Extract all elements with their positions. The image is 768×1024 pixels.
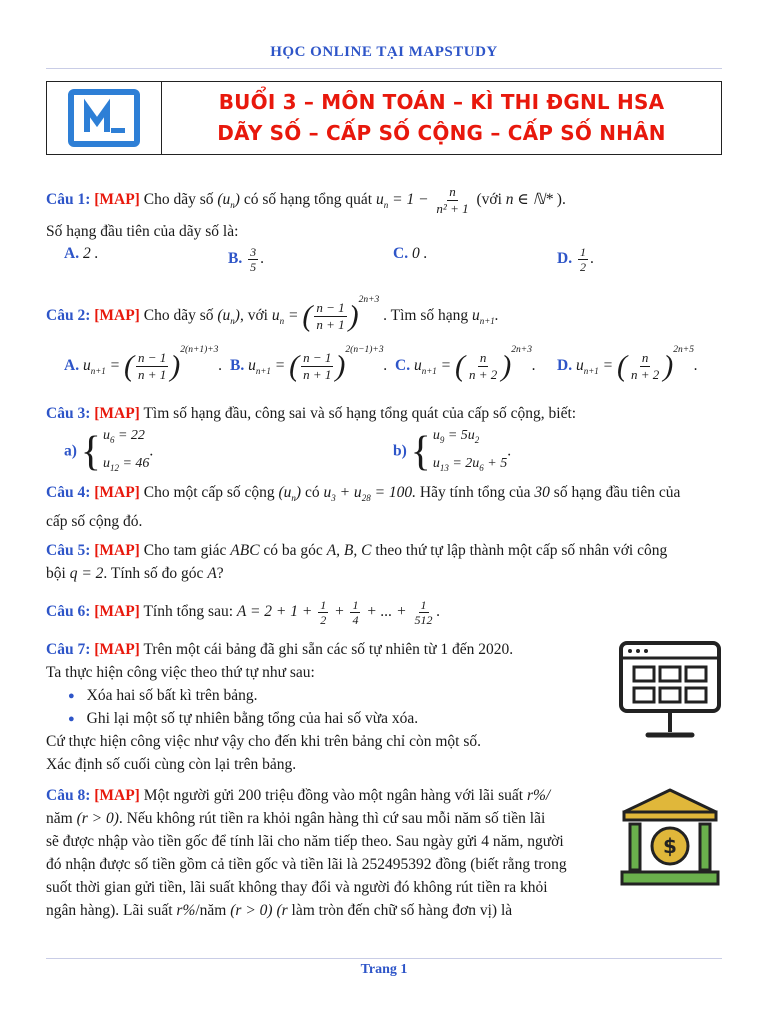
map-tag: [MAP] <box>94 542 140 559</box>
question-1-prompt: Số hạng đầu tiên của dãy số là: <box>46 223 239 240</box>
question-7: Câu 7: [MAP] Trên một cái bảng đã ghi sẵn các số tự nhiên từ 1 đến 2020. <box>46 641 514 658</box>
question-label: Câu 6: <box>46 603 91 621</box>
map-tag: [MAP] <box>94 307 140 325</box>
option-a[interactable]: A. $u_{n+1}$ = ( $\frac{n - 1}{n + 1}$ )$^{2(n+1)+3}$. <box>64 344 223 383</box>
question-4-line2: cấp số cộng đó. <box>46 513 143 530</box>
session-title: BUỔI 3 – MÔN TOÁN – KÌ THI ĐGNL HSA <box>218 90 665 114</box>
question-3: Câu 3: [MAP] Tìm số hạng đầu, công sai và số hạng tổng quát của cấp số cộng, biết: <box>46 405 577 422</box>
question-4: Câu 4: [MAP] Cho một cấp số cộng $(u_n)$ có $u_3 + u_{28} = 100$. Hãy tính tổng của 30 số hạng đầu tiên của <box>46 484 681 504</box>
map-tag: [MAP] <box>94 641 140 658</box>
question-8-line4: đó nhận được số tiền gồm cả tiền gốc và tiền lãi là 252495392 đồng (biết rằng trong <box>46 856 567 873</box>
map-tag: [MAP] <box>94 484 140 501</box>
math-sum: A = 2 + 1 + $\frac{1}{2}$ + $\frac{1}{4}$ + ... + $\frac{1}{512}$ . <box>236 598 441 627</box>
question-label: Câu 5: <box>46 542 91 559</box>
bullet-icon: ● <box>68 712 75 725</box>
question-2: Câu 2: [MAP] Cho dãy số $(u_n)$, với $u_n$ = ( $\frac{n - 1}{n + 1}$ )$^{2n+3}$ . Tìm số hạng $u_{n+1}$. <box>46 294 499 333</box>
question-text: ). <box>556 191 566 209</box>
system-a: a) { $u_6 = 22$ $u_{12} = 46$ . <box>64 428 154 475</box>
topic-title: DÃY SỐ – CẤP SỐ CỘNG – CẤP SỐ NHÂN <box>217 121 666 145</box>
question-text: có số hạng tổng quát <box>243 191 373 209</box>
question-label: Câu 7: <box>46 641 91 658</box>
title-cell <box>162 82 721 154</box>
footer-divider <box>46 958 722 959</box>
question-1 <box>46 184 722 217</box>
math-domain: n ∈ ℕ* <box>505 191 553 209</box>
question-8-line6: ngân hàng). Lãi suất r%/năm (r > 0) (r làm tròn đến chữ số hàng đơn vị) là <box>46 902 513 919</box>
question-label: Câu 2: <box>46 307 91 325</box>
question-6: Câu 6: [MAP] Tính tổng sau: A = 2 + 1 + $\frac{1}{2}$ + $\frac{1}{4}$ + ... + $\frac{1}{512}$ . <box>46 598 441 627</box>
header-divider <box>46 68 722 69</box>
question-5: Câu 5: [MAP] Cho tam giác ABC có ba góc A, B, C theo thứ tự lập thành một cấp số nhân với công <box>46 542 668 559</box>
list-item: ● Ghi lại một số tự nhiên bằng tổng của hai số vừa xóa. <box>68 710 419 727</box>
question-7-line4: Xác định số cuối cùng còn lại trên bảng. <box>46 756 297 773</box>
question-8: Câu 8: [MAP] Một người gửi 200 triệu đồng vào một ngân hàng với lãi suất r%/ <box>46 787 551 804</box>
svg-text:$: $ <box>663 834 677 858</box>
question-7-line3: Cứ thực hiện công việc như vậy cho đến khi trên bảng chỉ còn một số. <box>46 733 481 750</box>
bank-icon <box>618 786 722 890</box>
map-tag: [MAP] <box>94 603 140 621</box>
math-formula: $u_n = 1$ − $\frac{n}{\text{n² + 1}}$ <box>376 184 469 216</box>
option-c[interactable]: C. 0 . <box>393 245 428 262</box>
computer-screen-icon <box>618 640 722 744</box>
site-header: HỌC ONLINE TẠI MAPSTUDY <box>270 44 498 60</box>
question-text: (với <box>476 191 502 209</box>
question-text: Cho dãy số <box>143 191 214 209</box>
list-item: ● Xóa hai số bất kì trên bảng. <box>68 687 258 704</box>
map-tag: [MAP] <box>94 787 140 804</box>
question-8-line5: suốt thời gian gửi tiền, lãi suất không thay đổi và người đó không rút tiền ra khỏi <box>46 879 548 896</box>
question-label: Câu 1: <box>46 191 91 209</box>
page-number: Trang 1 <box>360 962 408 977</box>
bullet-icon: ● <box>68 689 75 702</box>
math-formula: $u_n$ = ( $\frac{n - 1}{n + 1}$ )$^{2n+3}$ <box>271 294 380 333</box>
question-label: Câu 4: <box>46 484 91 501</box>
mapstudy-logo-icon <box>67 88 141 148</box>
system-b: b) { $u_9 = 5u_2$ $u_{13} = 2u_6 + 5$ . <box>393 428 512 475</box>
option-d[interactable]: D. $u_{n+1}$ = ( $\frac{n}{n + 2}$ )$^{2n+5}$. <box>557 344 698 383</box>
option-d[interactable]: D. $\frac{1}{2}$ . <box>557 245 594 274</box>
question-8-line2: năm (r > 0). Nếu không rút tiền ra khỏi ngân hàng thì cứ sau mỗi năm số tiền lãi <box>46 810 546 827</box>
math-sequence: $(u_n)$ <box>217 191 240 211</box>
option-c[interactable]: C. $u_{n+1}$ = ( $\frac{n}{n + 2}$ )$^{2n+3}$. <box>395 344 536 383</box>
title-box <box>46 81 722 155</box>
question-label: Câu 3: <box>46 405 91 422</box>
option-b[interactable]: B. $\frac{3}{5}$ . <box>228 245 264 274</box>
map-tag: [MAP] <box>94 191 140 209</box>
question-7-line2: Ta thực hiện công việc theo thứ tự như sau: <box>46 664 315 681</box>
question-8-line3: sẽ được nhập vào tiền gốc để tính lãi cho năm tiếp theo. Sau ngày gửi 4 năm, người <box>46 833 564 850</box>
map-tag: [MAP] <box>94 405 140 422</box>
logo-cell <box>47 82 162 154</box>
question-label: Câu 8: <box>46 787 91 804</box>
question-5-line2: bội q = 2. Tính số đo góc A? <box>46 565 224 582</box>
option-a[interactable]: A. 2 . <box>64 245 99 262</box>
option-b[interactable]: B. $u_{n+1}$ = ( $\frac{n - 1}{n + 1}$ )$^{2(n-1)+3}$. <box>230 344 388 383</box>
